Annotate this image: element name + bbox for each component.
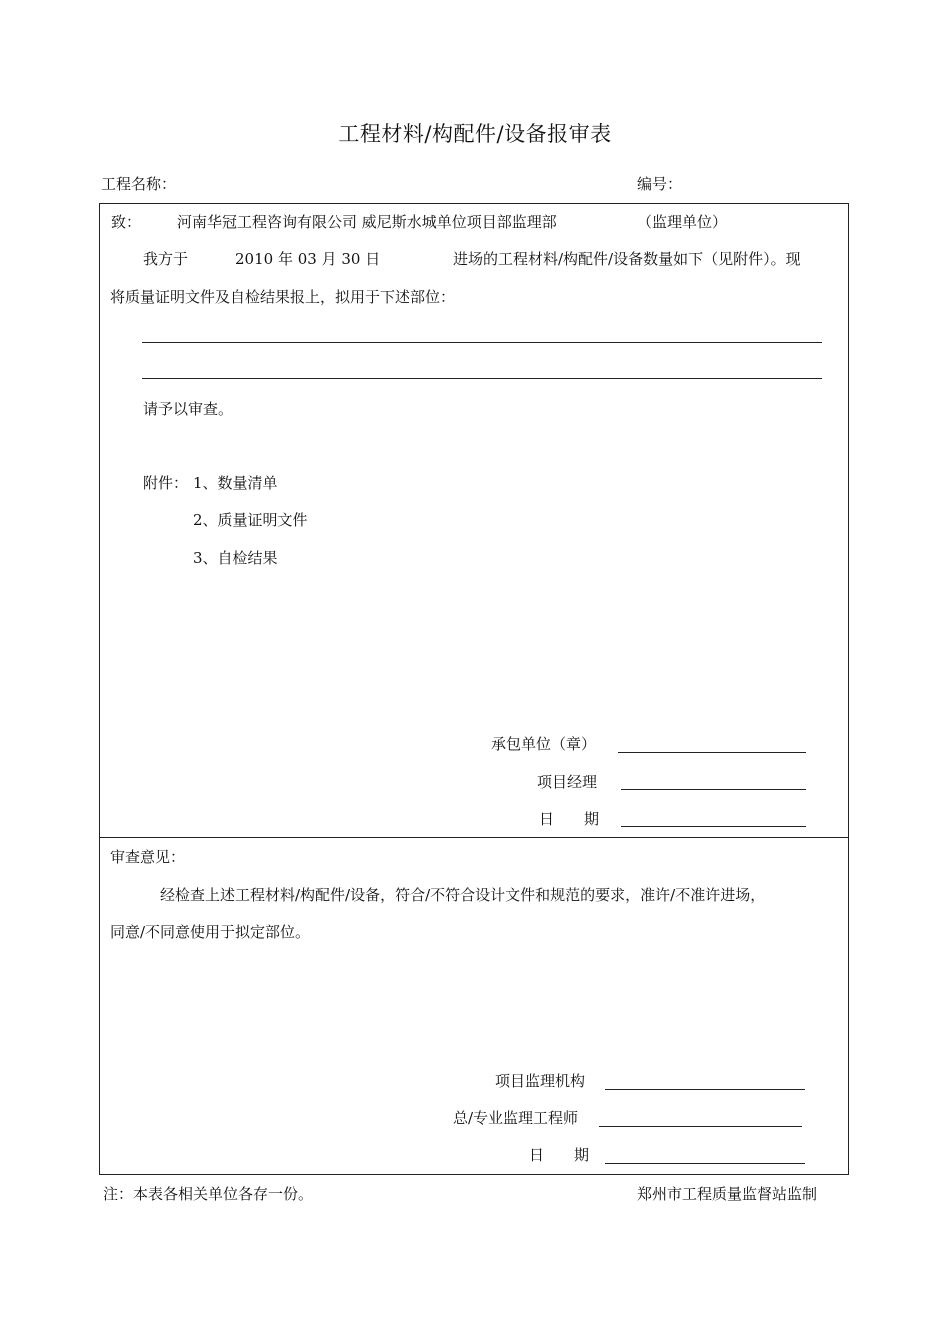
attachments-label: 附件： [143, 474, 189, 492]
application-date-label: 日 期 [539, 810, 600, 828]
review-text-line2: 同意/不同意使用于拟定部位。 [110, 923, 311, 941]
attachment-item: 3、自检结果 [193, 549, 278, 567]
supervision-engineer-label: 总/专业监理工程师 [453, 1109, 579, 1127]
para-start: 我方于 [143, 250, 189, 268]
project-name-label: 工程名称： [101, 175, 177, 193]
location-line-1 [142, 342, 822, 343]
location-line-2 [142, 378, 822, 379]
para-rest: 进场的工程材料/构配件/设备数量如下（见附件）。现 [453, 250, 801, 268]
to-suffix: （监理单位） [637, 213, 728, 231]
footer-issuer: 郑州市工程质量监督站监制 [637, 1185, 818, 1203]
review-label: 审查意见： [110, 848, 186, 866]
to-organization: 河南华冠工程咨询有限公司 威尼斯水城单位项目部监理部 [177, 213, 557, 231]
application-date-line [621, 826, 806, 827]
review-date-label: 日 期 [529, 1146, 590, 1164]
contractor-unit-label: 承包单位（章） [491, 735, 597, 753]
supervision-engineer-line [599, 1126, 802, 1127]
footer-note: 注：本表各相关单位各存一份。 [103, 1185, 314, 1203]
review-date-line [605, 1163, 805, 1164]
project-manager-line [621, 789, 806, 790]
review-text-line1: 经检查上述工程材料/构配件/设备，符合/不符合设计文件和规范的要求，准许/不准许进场， [160, 886, 766, 904]
supervision-org-label: 项目监理机构 [495, 1072, 586, 1090]
request-text: 请予以审查。 [143, 400, 234, 418]
contractor-unit-line [618, 752, 806, 753]
supervision-org-line [605, 1089, 805, 1090]
attachment-item: 2、质量证明文件 [193, 511, 308, 529]
arrival-date: 2010 年 03 月 30 日 [235, 250, 381, 268]
number-label: 编号： [637, 175, 683, 193]
project-manager-label: 项目经理 [537, 773, 598, 791]
to-label: 致： [111, 213, 142, 231]
attachment-item: 1、数量清单 [193, 474, 278, 492]
page-title: 工程材料/构配件/设备报审表 [338, 122, 612, 146]
para-line2: 将质量证明文件及自检结果报上，拟用于下述部位： [110, 288, 456, 306]
